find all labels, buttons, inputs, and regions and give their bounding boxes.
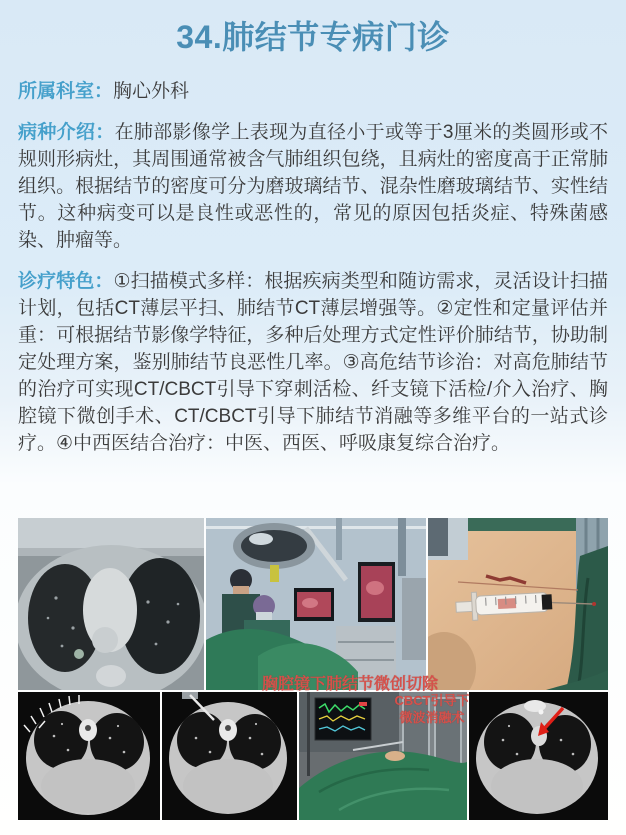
gallery-row-bottom <box>18 692 608 820</box>
ct-needle-illustration <box>162 692 297 820</box>
photo-gallery <box>18 518 608 820</box>
caption-cbct-line1: CBCT引导下 <box>394 693 470 708</box>
section-department-label: 所属科室： <box>18 81 114 102</box>
page-title: 34.肺结节专病门诊 <box>176 19 450 55</box>
section-features-label: 诊疗特色： <box>18 271 114 292</box>
section-intro-text: 在肺部影像学上表现为直径小于或等于3厘米的类圆形或不规则形病灶，其周围通常被含气肺组织包绕，且病灶的密度高于正常肺组织。根据结节的密度可分为磨玻璃结节、混杂性磨玻璃结节、实性结节。这种病变可以是良性或恶性的，常见的原因包括炎症、特殊菌感染、肿瘤等。 <box>18 122 608 251</box>
gallery-row-top <box>18 518 608 690</box>
ct-grid-markers-illustration <box>18 692 160 820</box>
lung-nodule-spot <box>74 649 84 659</box>
section-department-text: 胸心外科 <box>113 81 190 102</box>
vitals-monitor <box>315 698 371 740</box>
section-intro-label: 病种介绍： <box>18 122 115 143</box>
section-features <box>18 268 608 457</box>
operating-room-illustration <box>206 518 426 690</box>
caption-thoracoscopic-resection: 胸腔镜下肺结节微创切除 <box>262 676 439 693</box>
photo-operating-room-thoracoscopy <box>206 518 426 690</box>
skin-syringe-illustration <box>428 518 608 690</box>
section-features-text: ①扫描模式多样：根据疾病类型和随访需求，灵活设计扫描计划，包括CT薄层平扫、肺结节CT薄层增强等。②定性和定量评估并重：可根据结节影像学特征，多种后处理方式定性评价肺结节，协助制定处理方案，鉴别肺结节良恶性几率。③高危结节诊治：对高危肺结节的治疗可实现CT/CBCT引导下穿刺活检、纤支镜下活检/介入治疗、胸腔镜下微创手术、CT/CBCT引导下肺结节消融等多维平台的一站式诊疗。④中西医结合治疗：中医、西医、呼吸康复综合治疗。 <box>18 271 608 454</box>
photo-ct-grid-markers <box>18 692 160 820</box>
caption-cbct-ablation <box>388 692 476 726</box>
photo-needle-localization-skin <box>428 518 608 690</box>
photo-ct-needle <box>162 692 297 820</box>
ct-lung-window-illustration <box>18 518 204 690</box>
section-department <box>18 78 608 105</box>
caption-cbct-line2: 微波消融术 <box>399 710 465 725</box>
photo-ct-lung-window-axial <box>18 518 204 690</box>
ct-red-arrow-illustration <box>469 692 608 820</box>
section-intro <box>18 119 608 254</box>
photo-ct-red-arrow <box>469 692 608 820</box>
